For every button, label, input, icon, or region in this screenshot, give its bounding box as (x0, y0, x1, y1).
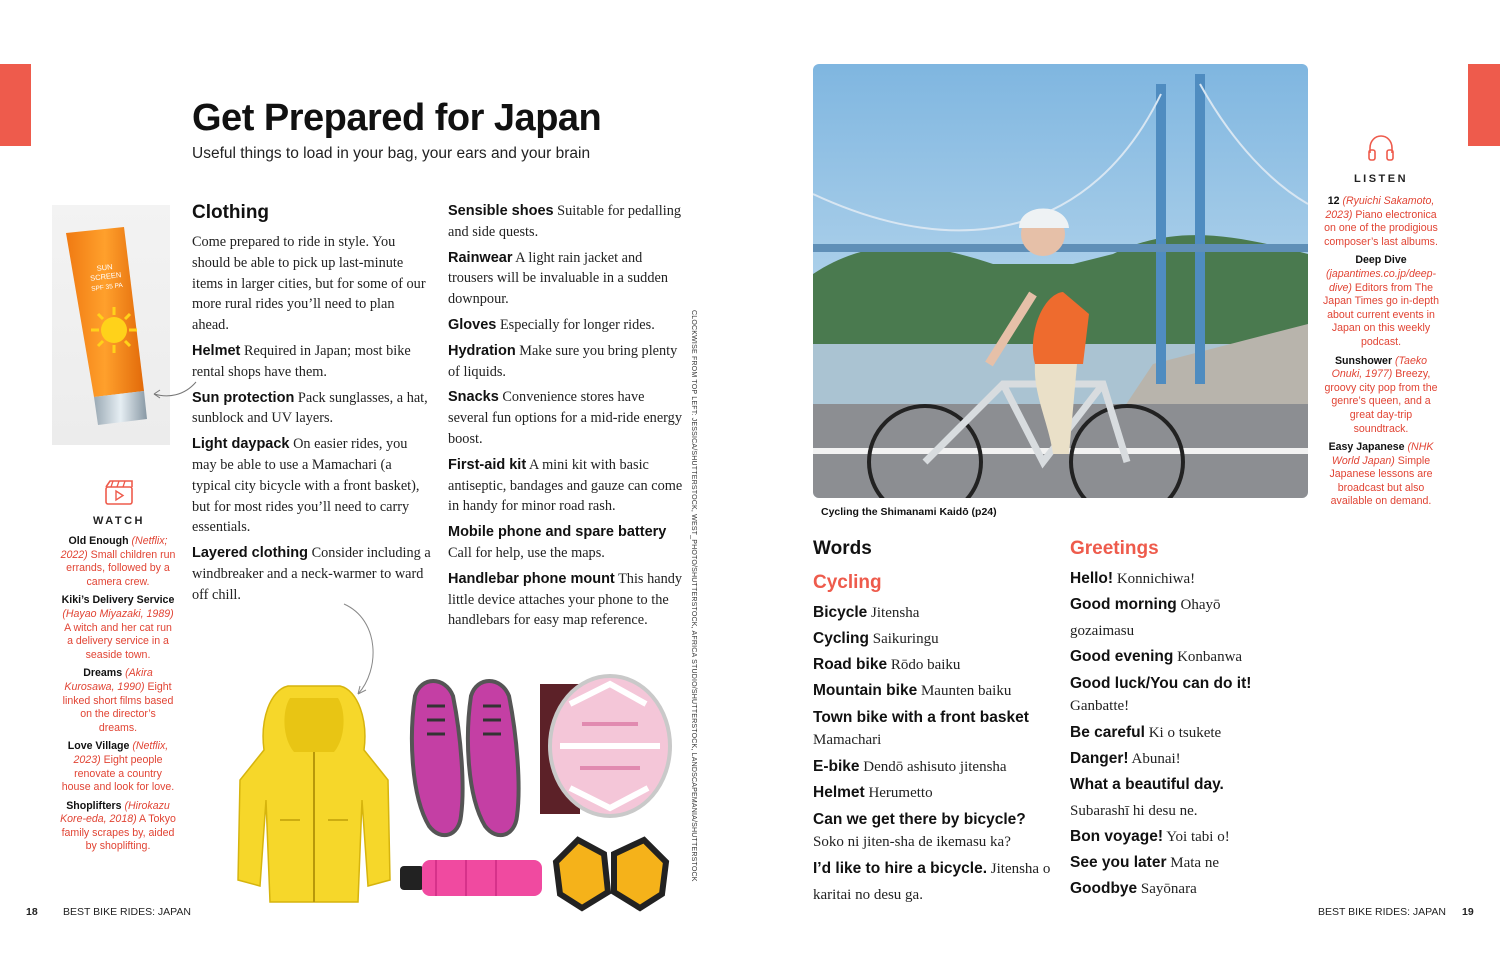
clothing-item (192, 434, 432, 538)
phrase-item (1070, 876, 1285, 902)
gear-text: Make sure you bring plenty of liquids. (448, 342, 678, 380)
phrase-item (1070, 566, 1285, 592)
phrase-item (1070, 824, 1285, 850)
phrase-term: Town bike with a front basket (813, 709, 1029, 726)
watch-desc: Eight linked short films based on the director’s dreams. (62, 680, 174, 734)
phrase-term: Goodbye (1070, 880, 1138, 897)
phrase-item (1070, 746, 1285, 772)
clothing-term: Light daypack (192, 436, 290, 453)
gear-item (448, 341, 686, 383)
phrase-term: Be careful (1070, 724, 1145, 741)
watch-meta: (Akira Kurosawa, 1990) (64, 667, 153, 693)
photo-credit: CLOCKWISE FROM TOP LEFT: JESSICA/SHUTTERSTOCK, WEST_PHOTO/SHUTTERSTOCK, AFRICA STUDIO/SHUTTERSTOCK, LANDSCAPEMANIA/SHUTTERSTOCK (690, 310, 697, 882)
phrase-translation: Sayōnara (1140, 881, 1197, 897)
footer-right-title: BEST BIKE RIDES: JAPAN (1318, 906, 1446, 918)
clapperboard-icon (104, 478, 134, 506)
headphones-icon (1366, 133, 1396, 163)
listen-desc: Breezy, groovy city pop from the genre’s queen, and a great day-trip soundtrack. (1324, 368, 1438, 435)
gear-text: Especially for longer rides. (499, 316, 655, 333)
clothing-column (192, 200, 432, 611)
phrase-term: E-bike (813, 758, 860, 775)
sunscreen-label-line2: SCREEN (89, 270, 122, 283)
page-subtitle: Useful things to load in your bag, your ears and your brain (192, 145, 591, 162)
listen-meta: (japantimes.co.jp/deep-dive) (1325, 267, 1437, 294)
gear-text: A light rain jacket and trousers will be invaluable in a sudden downpour. (448, 249, 668, 308)
greetings-heading: Greetings (1070, 538, 1159, 559)
phrase-translation: Abunai! (1131, 751, 1181, 767)
watch-title: Dreams (83, 667, 123, 680)
listen-list (1323, 195, 1439, 514)
listen-item (1323, 195, 1439, 249)
phrase-term: What a beautiful day. (1070, 776, 1224, 793)
helmet-illustration (530, 664, 675, 824)
clothing-item (192, 341, 432, 383)
gear-item (448, 569, 686, 631)
watch-meta: (Hayao Miyazaki, 1989) (62, 607, 174, 620)
watch-title: Kiki’s Delivery Service (61, 594, 175, 607)
phrase-item (1070, 720, 1285, 746)
words-greetings-column (1070, 534, 1285, 902)
clothing-item (192, 388, 432, 430)
gear-item (448, 248, 686, 310)
rain-jacket-illustration (230, 680, 400, 910)
watch-item (60, 535, 176, 589)
watch-desc: A witch and her cat run a delivery service in a seaside town. (64, 621, 172, 661)
phrase-item (813, 678, 1058, 704)
phrase-term: Road bike (813, 656, 888, 673)
gear-term: Hydration (448, 342, 516, 359)
phrase-item (813, 809, 1058, 853)
listen-item (1323, 355, 1439, 437)
watch-desc: A Tokyo family scrapes by, aided by shoplifting. (61, 813, 176, 853)
phrase-term: Good evening (1070, 648, 1174, 665)
phrase-translation: Ohayō gozaimasu (1070, 597, 1221, 639)
phrase-translation: Mamachari (813, 732, 882, 748)
watch-title: Old Enough (68, 535, 129, 547)
phrase-term: Good morning (1070, 596, 1177, 613)
listen-item (1323, 254, 1439, 349)
watch-meta: (Netflix, 2023) (73, 740, 169, 766)
phrase-term: Hello! (1070, 570, 1114, 587)
watch-item (60, 740, 176, 794)
words-cycling-column (813, 534, 1058, 908)
footer-left-page-number: 18 (26, 906, 38, 918)
phrase-term: See you later (1070, 854, 1167, 871)
phrase-translation: Konnichiwa! (1116, 571, 1196, 587)
listen-title: 12 (1327, 195, 1340, 207)
watch-desc: Eight people renovate a country house and look for love. (61, 753, 175, 794)
phrase-translation: Maunten baiku (920, 683, 1012, 699)
gear-term: Rainwear (448, 249, 513, 266)
sunscreen-tube-icon (52, 205, 170, 445)
phrase-translation: Ki o tsukete (1148, 725, 1222, 741)
phrase-translation: Saikuringu (872, 631, 939, 647)
gear-term: First-aid kit (448, 456, 527, 473)
phrase-term: I’d like to hire a bicycle. (813, 860, 988, 877)
gear-text: This handy little device attaches your phone to the handlebars for easy map reference. (448, 570, 683, 629)
phrase-term: Danger! (1070, 750, 1129, 767)
sunscreen-spf: SPF 35 PA (90, 282, 124, 293)
listen-title: Sunshower (1334, 354, 1393, 367)
clothing-text: Consider including a windbreaker and a neck-warmer to ward off chill. (192, 545, 431, 603)
clothing-text: Required in Japan; most bike rental shops have them. (192, 342, 411, 380)
sunscreen-arrow (150, 378, 198, 402)
gear-term: Handlebar phone mount (448, 570, 615, 587)
phrase-item (1070, 673, 1285, 717)
phrase-term: Good luck/You can do it! (1070, 675, 1252, 692)
clothing-text: On easier rides, you may be able to use a Mamachari (a typical city bicycle with a front basket), but for most rides you’ll need to carry essentials. (192, 436, 420, 536)
clothing-term: Helmet (192, 342, 241, 359)
phrase-term: Helmet (813, 784, 865, 801)
right-edge-tab (1468, 64, 1500, 146)
gear-text: Suitable for pedalling and side quests. (448, 203, 682, 240)
phrase-item (813, 707, 1058, 751)
footer-right-page-number: 19 (1462, 906, 1474, 918)
cycling-photo (813, 64, 1308, 498)
listen-meta: (NHK World Japan) (1331, 441, 1434, 467)
gear-text: Call for help, use the maps. (448, 544, 605, 561)
gear-item (448, 315, 686, 336)
clothing-heading: Clothing (192, 202, 270, 223)
phrase-item (1070, 772, 1285, 824)
gear-text: Convenience stores have several fun options for a mid-ride energy boost. (448, 389, 682, 447)
gear-item (448, 387, 686, 449)
gear-text: A mini kit with basic antiseptic, bandages and gauze can come in handy for minor road rash. (448, 456, 683, 515)
listen-meta: (Taeko Onuki, 1977) (1331, 354, 1428, 381)
page-title: Get Prepared for Japan (192, 97, 602, 139)
phrase-item (1070, 592, 1285, 644)
phrase-translation: Yoi tabi o! (1166, 829, 1230, 845)
gear-item (448, 522, 686, 564)
phrase-item (813, 600, 1058, 626)
phrase-translation: Mata ne (1170, 855, 1219, 871)
watch-item (60, 594, 176, 662)
listen-title: Easy Japanese (1328, 441, 1405, 454)
phrase-translation: Subarashī hi desu ne. (1070, 803, 1198, 819)
phrase-item (813, 780, 1058, 806)
phrase-item (813, 754, 1058, 780)
shoes-illustration (405, 676, 527, 842)
listen-desc: Simple Japanese lessons are broadcast but also available on demand. (1329, 454, 1433, 508)
phrase-item (1070, 850, 1285, 876)
clothing-text: Pack sunglasses, a hat, sunblock and UV layers. (192, 389, 428, 427)
words-heading: Words (813, 538, 872, 559)
phrase-item (1070, 644, 1285, 670)
phrase-translation: Rōdo baiku (890, 657, 961, 673)
gear-term: Snacks (448, 389, 499, 406)
watch-title: Love Village (67, 740, 130, 753)
phrase-item (813, 652, 1058, 678)
watch-item (60, 667, 176, 735)
phrase-translation: Soko ni jiten-sha de ikemasu ka? (813, 834, 1011, 850)
clothing-term: Sun protection (192, 389, 295, 406)
clothing-intro: Come prepared to ride in style. You should be able to pick up last-minute items in larger cities, but for some of our more rural rides you’ll need to plan ahead. (192, 234, 426, 334)
watch-title: Shoplifters (66, 799, 122, 812)
watch-meta: (Netflix; 2022) (60, 535, 168, 561)
photo-caption: Cycling the Shimanami Kaidō (p24) (821, 506, 997, 518)
gear-column (448, 201, 686, 636)
clothing-item (192, 543, 432, 605)
phrase-term: Cycling (813, 630, 869, 647)
watch-desc: Small children run errands, followed by a camera crew. (66, 548, 176, 588)
photo-scene (813, 64, 1308, 498)
phrase-translation: Jitensha o karitai no desu ga. (813, 861, 1051, 903)
clothing-term: Layered clothing (192, 545, 309, 562)
phrase-item (813, 856, 1058, 908)
phrase-translation: Dendō ashisuto jitensha (863, 759, 1007, 775)
gear-item (448, 201, 686, 243)
watch-list (60, 535, 176, 859)
phrase-translation: Jitensha (871, 605, 920, 621)
sunscreen-label-line1: SUN (96, 262, 114, 274)
footer-left-title: BEST BIKE RIDES: JAPAN (63, 906, 191, 918)
watch-meta: (Hirokazu Kore-eda, 2018) (60, 799, 170, 826)
listen-desc: Piano electronica on one of the prodigious composer’s last albums. (1324, 208, 1438, 248)
cycling-heading: Cycling (813, 572, 882, 593)
phrase-item (813, 626, 1058, 652)
phrase-term: Mountain bike (813, 682, 918, 699)
listen-desc: Editors from The Japan Times go in-depth about current events in Japan on this weekly podcast. (1323, 281, 1440, 348)
phrase-translation: Herumetto (868, 785, 933, 801)
gear-term: Sensible shoes (448, 203, 554, 219)
sunscreen-illustration (52, 205, 170, 445)
phrase-term: Bon voyage! (1070, 828, 1164, 845)
gear-term: Mobile phone and spare battery (448, 524, 667, 541)
phrase-translation: Konbanwa (1177, 649, 1243, 665)
gear-item (448, 455, 686, 517)
listen-title: Deep Dive (1355, 254, 1407, 267)
listen-meta: (Ryuichi Sakamoto, 2023) (1325, 195, 1435, 221)
phrase-term: Can we get there by bicycle? (813, 811, 1026, 828)
gloves-illustration (548, 832, 674, 916)
phrase-translation: Ganbatte! (1070, 698, 1130, 714)
watch-item (60, 800, 176, 854)
watch-heading: WATCH (92, 515, 145, 527)
phrase-term: Bicycle (813, 604, 868, 621)
gear-term: Gloves (448, 316, 497, 333)
water-bottle-illustration (396, 852, 546, 904)
listen-heading: LISTEN (1353, 173, 1409, 185)
left-edge-tab (0, 64, 31, 146)
listen-item (1323, 441, 1439, 509)
